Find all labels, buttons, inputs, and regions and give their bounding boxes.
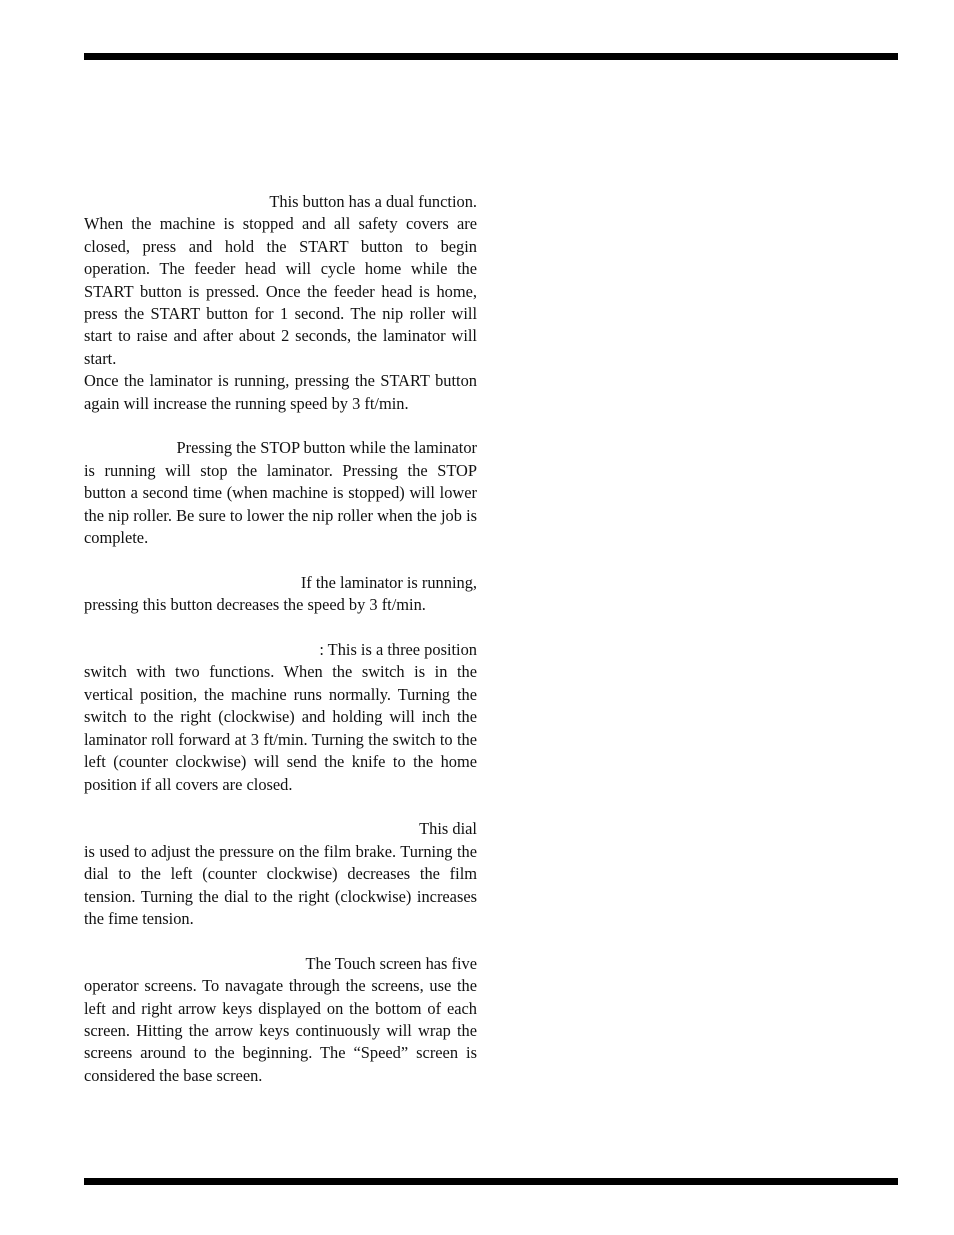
stop-button-section <box>84 437 477 549</box>
text-column <box>84 191 477 1087</box>
touch-screen-section <box>84 953 477 1087</box>
touch-screen-body: operator screens. To navagate through the screens, use the left and right arrow keys displayed on the bottom of each screen. Hitting the arrow keys continuously will wrap the screens around to the beginning. The “Speed” screen is considered the base screen. <box>84 976 477 1085</box>
footer-rule <box>84 1178 898 1185</box>
start-button-lead: This button has a dual function. <box>269 192 477 211</box>
slow-button-lead: If the laminator is running, <box>300 572 477 592</box>
start-button-body: When the machine is stopped and all safety covers are closed, press and hold the START button to begin operation. The feeder head will cycle home while the START button is pressed. Once the feeder head is home, press the START button for 1 second. The nip roller will start to raise and after about 2 seconds, the laminator will start. <box>84 214 477 368</box>
start-button-section <box>84 191 477 370</box>
stop-button-lead: Pressing the STOP button while the laminator <box>176 438 477 458</box>
tension-dial-section <box>84 818 477 930</box>
touch-screen-lead: The Touch screen has five <box>305 953 477 973</box>
tension-dial-lead: This dial <box>419 819 477 839</box>
start-button-extra: Once the laminator is running, pressing the START button again will increase the running speed by 3 ft/min. <box>84 371 477 413</box>
tension-dial-body: is used to adjust the pressure on the film brake. Turning the dial to the left (counter clockwise) decreases the film tension. Turning the dial to the right (clockwise) increases the fime tension. <box>84 841 477 928</box>
selector-switch-section <box>84 639 477 796</box>
stop-button-body: is running will stop the laminator. Pressing the STOP button a second time (when machine is stopped) will lower the nip roller. Be sure to lower the nip roller when the job is complete. <box>84 460 477 548</box>
header-rule <box>84 53 898 60</box>
slow-button-body: pressing this button decreases the speed by 3 ft/min. <box>84 595 426 615</box>
selector-switch-body: switch with two functions. When the switch is in the vertical position, the machine runs normally. Turning the switch to the right (clockwise) and holding will inch the laminator roll forward at 3 ft/min. Turning the switch to the left (counter clockwise) will send the knife to the home position if all covers are closed. <box>84 662 477 794</box>
selector-switch-lead: : This is a three position <box>319 640 477 660</box>
slow-button-section <box>84 572 477 617</box>
